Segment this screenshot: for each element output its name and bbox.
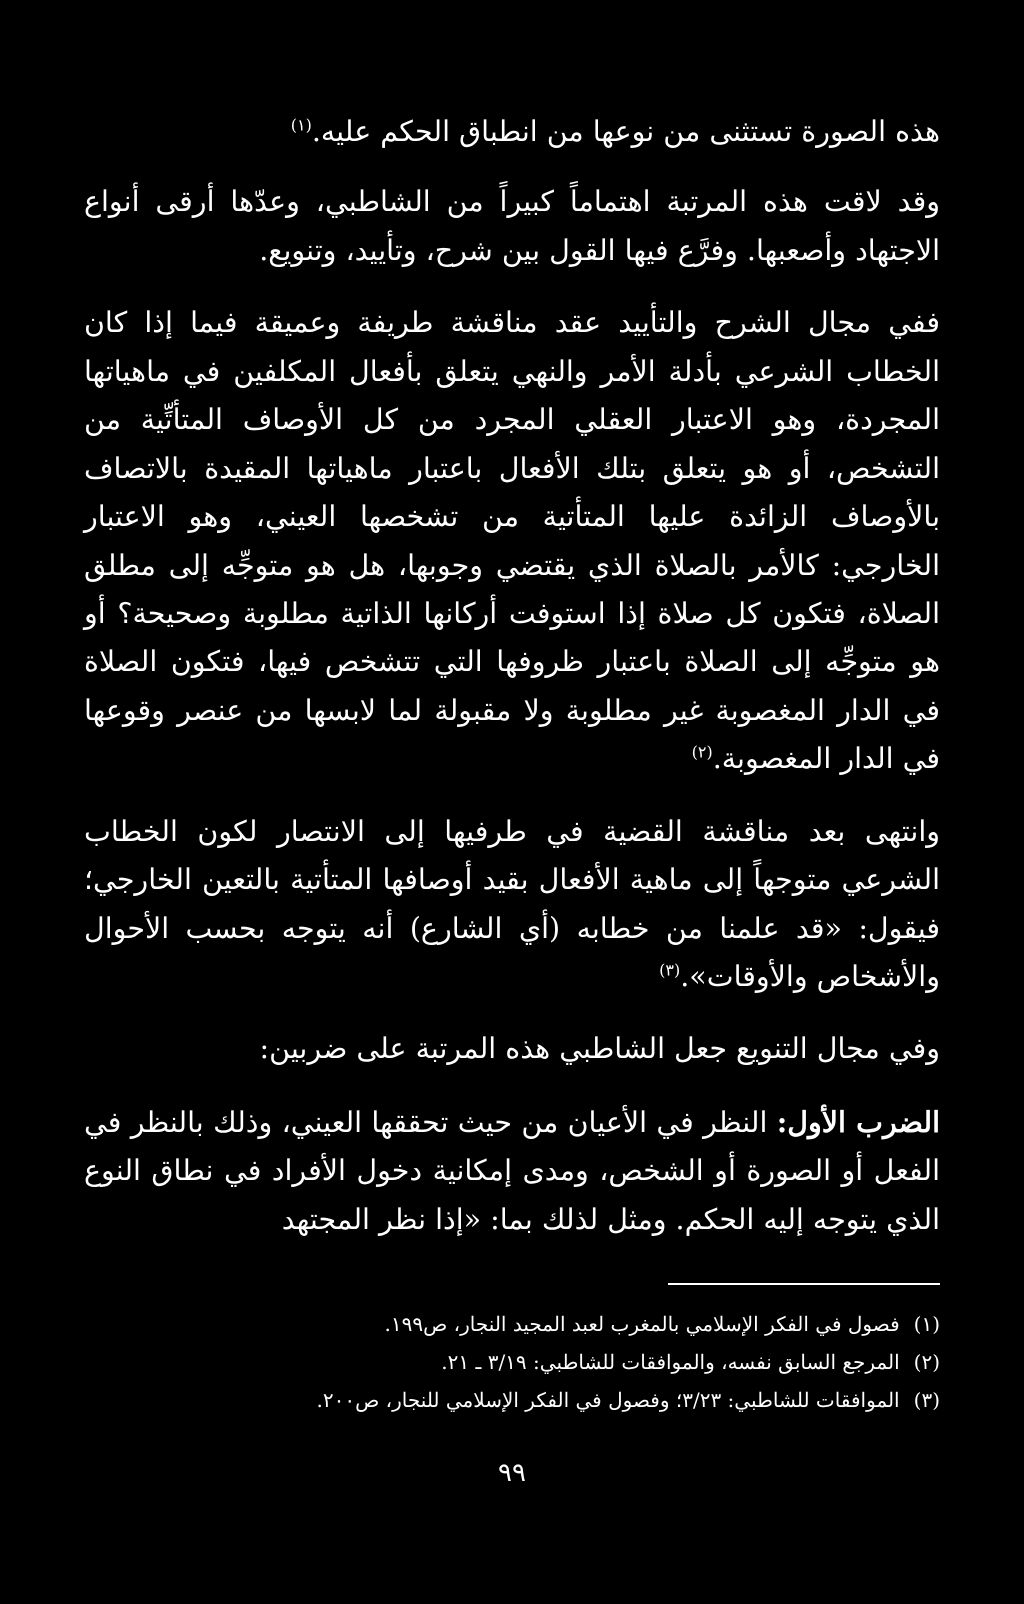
footnote-ref-1: (١)	[290, 115, 312, 135]
footnote-number: (١)	[913, 1312, 940, 1336]
paragraph-1-text: هذه الصورة تستثنى من نوعها من انطباق الحكم عليه.	[311, 115, 940, 148]
footnote-3	[84, 1381, 940, 1419]
paragraph-1	[84, 108, 940, 156]
paragraph-3-text: ففي مجال الشرح والتأييد عقد مناقشة طريفة وعميقة فيما إذا كان الخطاب الشرعي بأدلة الأمر والنهي يتعلق بأفعال المكلفين في ماهياتها المجردة، وهو الاعتبار العقلي المجرد من كل الأوصاف المتأتِّية من التشخص، أو هو يتعلق بتلك الأفعال باعتبار ماهياتها المقيدة بالاتصاف بالأوصاف الزائدة عليها المتأتية من تشخصها العيني، وهو الاعتبار الخارجي: كالأمر بالصلاة الذي يقتضي وجوبها، هل هو متوجِّه إلى مطلق الصلاة، فتكون كل صلاة إذا استوفت أركانها الذاتية مطلوبة وصحيحة؟ أو هو متوجِّه إلى الصلاة باعتبار ظروفها التي تتشخص فيها، فتكون الصلاة في الدار المغصوبة غير مطلوبة ولا مقبولة لما لابسها من عنصر وقوعها في الدار المغصوبة.	[84, 306, 940, 776]
page-number: ٩٩	[498, 1458, 526, 1488]
footnote-1	[84, 1305, 940, 1343]
footnote-text: الموافقات للشاطبي: ٣/٢٣؛ وفصول في الفكر الإسلامي للنجار، ص٢٠٠.	[316, 1388, 900, 1412]
footnotes	[84, 1305, 940, 1419]
paragraph-6	[84, 1098, 940, 1244]
paragraph-5	[84, 1025, 940, 1073]
paragraph-2	[84, 178, 940, 275]
footnote-ref-2: (٢)	[691, 742, 713, 762]
paragraph-6-text: النظر في الأعيان من حيث تحققها العيني، وذلك بالنظر في الفعل أو الصورة أو الشخص، ومدى إمكانية دخول الأفراد في نطاق النوع الذي يتوجه إليه الحكم. ومثل لذلك بما: «إذا نظر المجتهد	[84, 1105, 940, 1236]
paragraph-4-text: وانتهى بعد مناقشة القضية في طرفيها إلى الانتصار لكون الخطاب الشرعي متوجهاً إلى ماهية الأفعال بقيد أوصافها المتأتية بالتعين الخارجي؛ فيقول: «قد علمنا من خطابه (أي الشارع) أنه يتوجه بحسب الأحوال والأشخاص والأوقات».	[84, 814, 940, 993]
footnote-text: المرجع السابق نفسه، والموافقات للشاطبي: ٣/١٩ ـ ٢١.	[441, 1350, 900, 1374]
paragraph-5-text: وفي مجال التنويع جعل الشاطبي هذه المرتبة على ضربين:	[259, 1032, 940, 1066]
footnote-ref-3: (٣)	[659, 960, 681, 980]
footnote-divider	[668, 1283, 940, 1285]
paragraph-4	[84, 808, 940, 1002]
section-label: الضرب الأول:	[776, 1104, 940, 1139]
paragraph-3	[84, 299, 940, 783]
footnote-2	[84, 1343, 940, 1381]
footnote-number: (٢)	[913, 1350, 940, 1374]
footnote-text: فصول في الفكر الإسلامي بالمغرب لعبد المجيد النجار، ص١٩٩.	[384, 1312, 900, 1336]
footnote-number: (٣)	[913, 1388, 940, 1412]
page-body	[84, 108, 940, 1268]
paragraph-2-text: وقد لاقت هذه المرتبة اهتماماً كبيراً من الشاطبي، وعدّها أرقى أنواع الاجتهاد وأصعبها. وفرَّع فيها القول بين شرح، وتأييد، وتنويع.	[84, 185, 940, 267]
